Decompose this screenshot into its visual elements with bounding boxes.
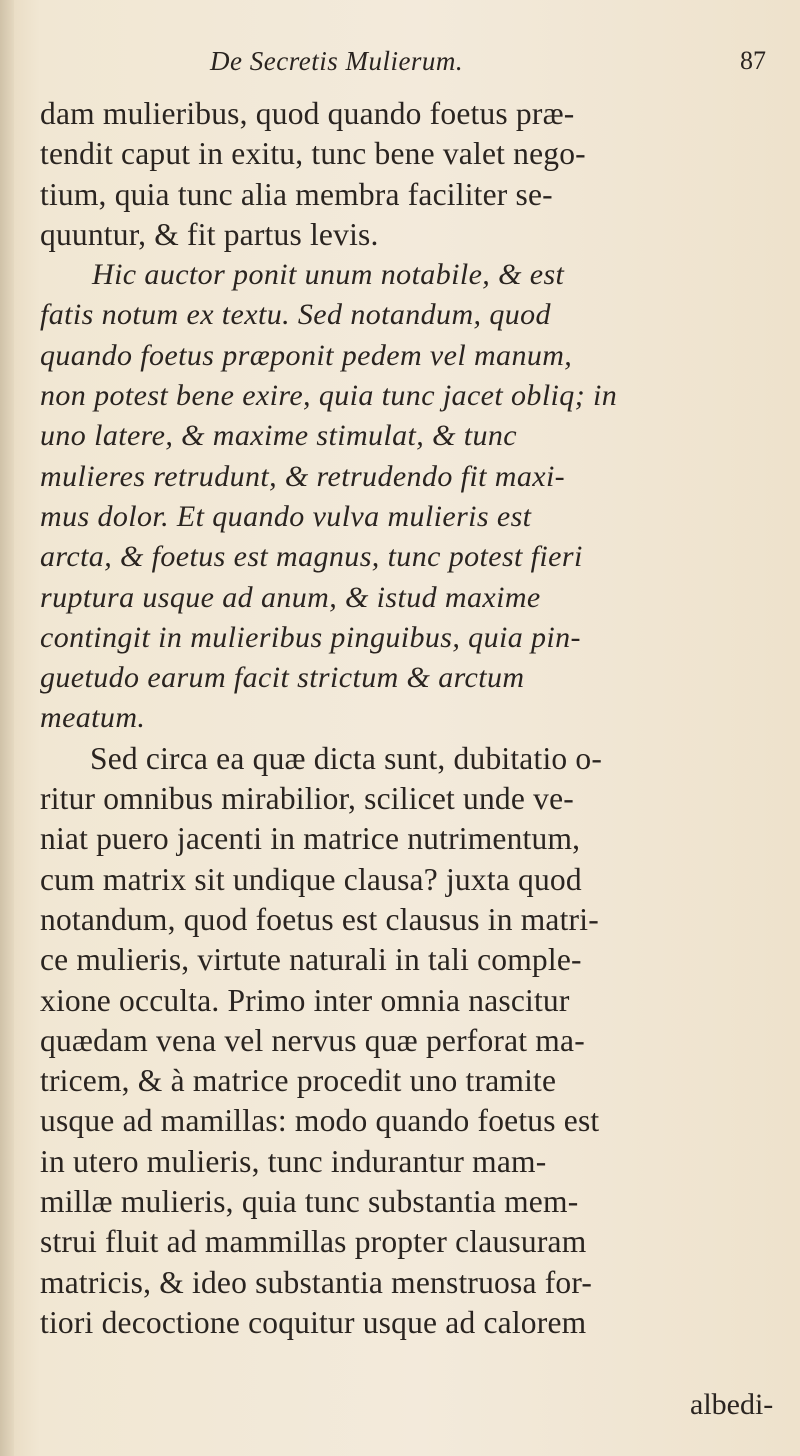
text-line: strui fluit ad mammillas propter clausuram (40, 1224, 587, 1260)
text-line: in utero mulieris, tunc indurantur mam- (40, 1143, 547, 1179)
page-number: 87 (740, 46, 766, 75)
text-line-italic: contingit in mulieribus pinguibus, quia pin- (40, 620, 581, 654)
text-line: dam mulieribus, quod quando foetus præ- (40, 96, 575, 131)
text-line-italic: Hic auctor ponit unum notabile, & est (92, 258, 565, 292)
text-line: Sed circa ea quæ dicta sunt, dubitatio o- (90, 740, 603, 776)
running-head (0, 46, 800, 86)
text-line: millæ mulieris, quia tunc substantia mem- (40, 1184, 579, 1220)
text-line-italic: guetudo earum facit strictum & arctum (40, 661, 525, 695)
text-line-italic: meatum. (40, 701, 146, 735)
text-line: tiori decoctione coquitur usque ad calorem (40, 1304, 587, 1340)
text-line: tendit caput in exitu, tunc bene valet nego- (40, 136, 586, 172)
text-line: usque ad mamillas: modo quando foetus est (40, 1103, 600, 1139)
text-line-italic: uno latere, & maxime stimulat, & tunc (40, 419, 517, 453)
text-line: tium, quia tunc alia membra faciliter se- (40, 176, 553, 212)
text-line: xione occulta. Primo inter omnia nascitur (40, 982, 570, 1018)
running-title: De Secretis Mulierum. (210, 46, 464, 76)
text-line: niat puero jacenti in matrice nutrimentum, (40, 821, 581, 857)
text-line-italic: ruptura usque ad anum, & istud maxime (40, 580, 541, 614)
text-line-italic: quando foetus præponit pedem vel manum, (40, 338, 573, 372)
text-line: quædam vena vel nervus quæ perforat ma- (40, 1022, 585, 1058)
page-gutter (0, 0, 14, 1456)
text-line-italic: arcta, & foetus est magnus, tunc potest fieri (40, 540, 583, 574)
catchword: albedi- (690, 1388, 774, 1421)
text-line: ritur omnibus mirabilior, scilicet unde ve- (40, 781, 574, 817)
text-line-italic: mulieres retrudunt, & retrudendo fit maxi- (40, 459, 566, 493)
text-line: tricem, & à matrice procedit uno tramite (40, 1063, 557, 1099)
text-line-italic: non potest bene exire, quia tunc jacet obliq; in (40, 379, 618, 413)
text-line-italic: mus dolor. Et quando vulva mulieris est (40, 499, 532, 533)
text-line: cum matrix sit undique clausa? juxta quod (40, 861, 582, 897)
text-line: notandum, quod foetus est clausus in matri- (40, 901, 599, 937)
text-line: quuntur, & fit partus levis. (40, 216, 379, 252)
text-line-italic: fatis notum ex textu. Sed notandum, quod (40, 298, 551, 332)
text-line: ce mulieris, virtute naturali in tali comple- (40, 942, 582, 978)
text-line: matricis, & ideo substantia menstruosa for- (40, 1264, 593, 1300)
body-text (40, 94, 775, 1343)
